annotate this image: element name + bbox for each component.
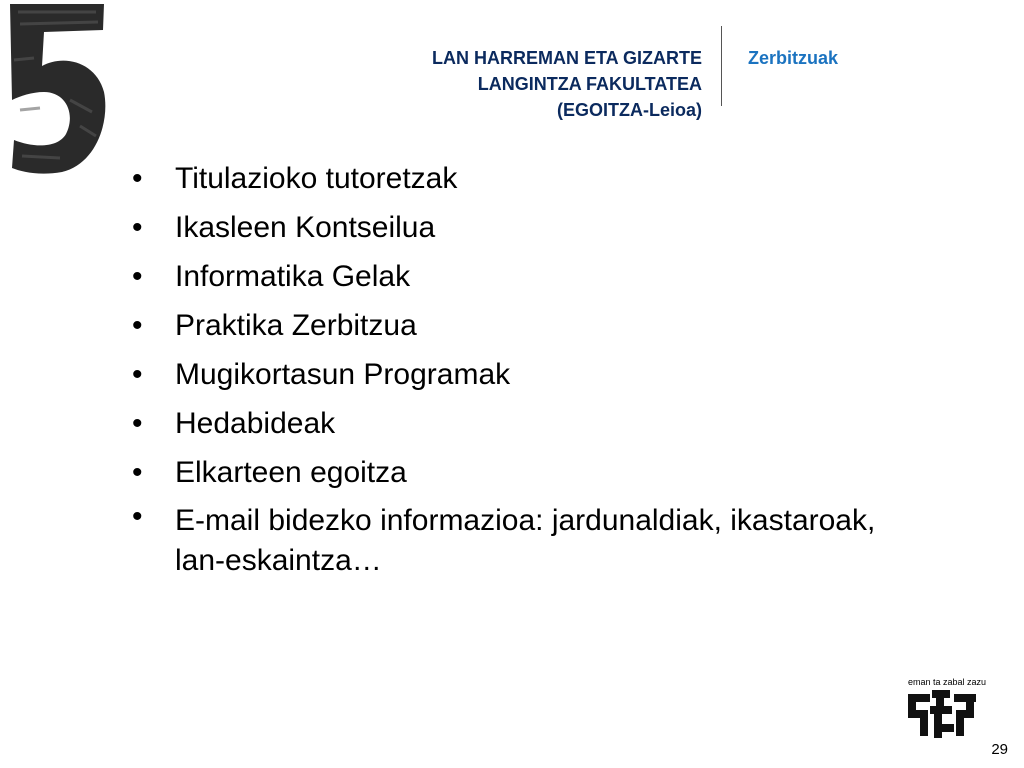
section-label: Zerbitzuak <box>748 48 839 68</box>
emblem-caption: eman ta zabal zazu <box>908 677 987 687</box>
list-item-text: Hedabideak <box>175 407 336 440</box>
list-item <box>132 203 932 252</box>
page-number: 29 <box>991 741 1008 758</box>
list-item-text: Mugikortasun Programak <box>175 358 511 391</box>
faculty-title <box>432 45 702 123</box>
list-item <box>132 350 932 399</box>
faculty-title-line-1: LAN HARREMAN ETA GIZARTE <box>432 48 702 68</box>
list-item <box>132 301 932 350</box>
bullet-icon: • <box>132 211 143 244</box>
list-item-text: Informatika Gelak <box>175 260 411 293</box>
list-item-text: Titulazioko tutoretzak <box>175 162 458 195</box>
bullet-icon: • <box>132 407 143 440</box>
services-list <box>132 154 932 581</box>
list-item <box>132 448 932 497</box>
list-item-text: Praktika Zerbitzua <box>175 309 417 342</box>
list-item-text: Elkarteen egoitza <box>175 456 407 489</box>
list-item <box>132 399 932 448</box>
list-item <box>132 154 932 203</box>
bullet-icon: • <box>132 260 143 293</box>
faculty-title-line-2: LANGINTZA FAKULTATEA <box>477 74 702 94</box>
bullet-icon: • <box>132 456 143 489</box>
faculty-title-line-3: (EGOITZA-Leioa) <box>557 100 702 120</box>
list-item <box>132 252 932 301</box>
list-item-text: E-mail bidezko informazioa: jardunaldiak, ikastaroak, lan-eskaintza… <box>175 504 876 577</box>
list-item-text: Ikasleen Kontseilua <box>175 211 436 244</box>
bullet-icon: • <box>132 500 143 533</box>
numeral-5-brush-logo-icon <box>0 0 112 180</box>
bullet-icon: • <box>132 309 143 342</box>
bullet-icon: • <box>132 358 143 391</box>
header-divider <box>721 26 722 106</box>
university-emblem-icon <box>906 688 978 740</box>
list-item <box>132 497 932 581</box>
bullet-icon: • <box>132 162 143 195</box>
